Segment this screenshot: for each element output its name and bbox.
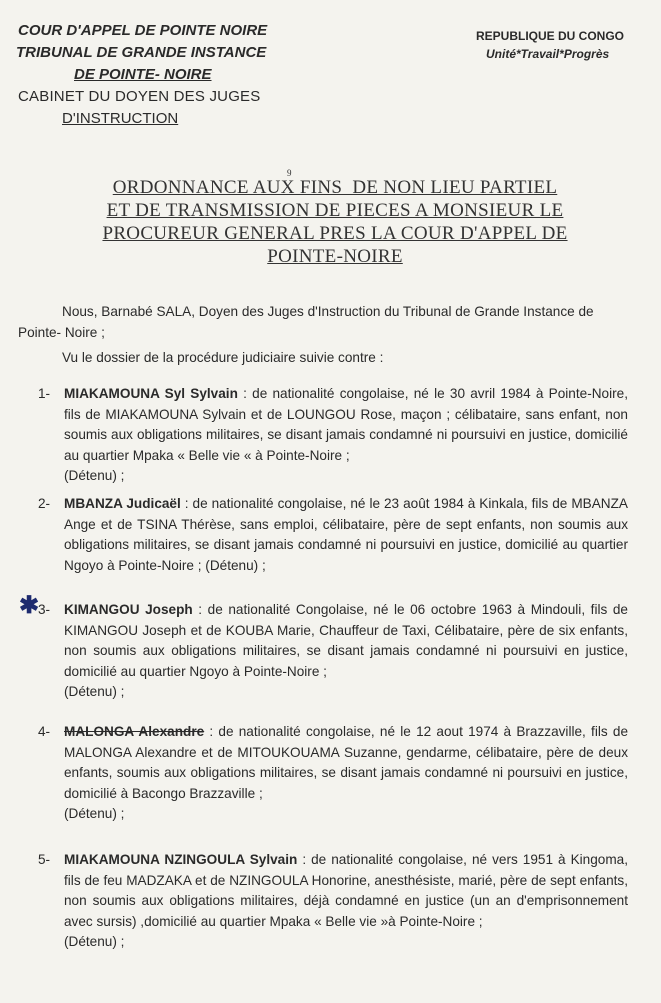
title-mark: 9 (287, 168, 292, 178)
title-line-4: POINTE-NOIRE (267, 246, 403, 267)
accused-details: : de nationalité congolaise, né le 23 août 1984 à Kinkala, fils de MBANZA Ange et de TSINA Thérèse, sans emploi, célibataire, père de sept enfants, non soumis aux obligations militaires, se disant jamais condamné ni poursuivi en justice, domicilié au quartier Ngoyo à Pointe-Noire ; (Détenu) ; (64, 496, 628, 573)
republic-motto: Unité*Travail*Progrès (486, 47, 610, 61)
accused-details: : de nationalité congolaise, né vers 1951 à Kingoma, fils de feu MADZAKA et de NZINGOULA Honorine, anesthésiste, marié, père de sept enfants, non soumis aux obligations militaires, déjà condamné en justice (un an d'emprisonnement avec sursis) ,domicilié au quartier Mpaka « Belle vie »à Pointe-Noire ; (64, 852, 628, 929)
accused-name: MALONGA Alexandre (64, 724, 205, 739)
accused-status: (Détenu) ; (64, 806, 125, 821)
item-number: 2- (38, 496, 51, 511)
title-line-3: PROCUREUR GENERAL PRES LA COUR D'APPEL DE (102, 223, 568, 244)
court-line-1: COUR D'APPEL DE POINTE NOIRE (18, 22, 268, 39)
accused-name: MBANZA Judicaël (64, 496, 181, 511)
accused-item (40, 850, 628, 953)
republic-name: REPUBLIQUE DU CONGO (476, 29, 625, 43)
cabinet-line-2: D'INSTRUCTION (62, 110, 179, 127)
item-number: 3- (38, 602, 51, 617)
accused-item (40, 600, 628, 703)
accused-name: MIAKAMOUNA NZINGOULA Sylvain (64, 852, 298, 867)
item-number: 1- (38, 386, 51, 401)
court-line-3: DE POINTE- NOIRE (74, 66, 212, 83)
accused-name: MIAKAMOUNA Syl Sylvain (64, 386, 238, 401)
accused-name: KIMANGOU Joseph (64, 602, 193, 617)
vu-paragraph (18, 348, 630, 369)
accused-status: (Détenu) ; (64, 468, 125, 483)
item-number: 4- (38, 724, 51, 739)
accused-details: : de nationalité congolaise, né le 12 aout 1974 à Brazzaville, fils de MALONGA Alexandre et de MITOUKOUAMA Suzanne, gendarme, célibataire, père de deux enfants, soumis aux obligations militaires, se disant jamais condamné ni poursuivi en justice, domicilié à Bacongo Brazzaville ; (64, 724, 629, 801)
margin-asterisk-mark: ✱ (19, 592, 40, 619)
accused-status: (Détenu) ; (64, 934, 125, 949)
accused-status: (Détenu) ; (64, 684, 125, 699)
accused-item (40, 384, 628, 487)
court-line-2: TRIBUNAL DE GRANDE INSTANCE (16, 44, 267, 61)
title-line-1: ORDONNANCE AUX FINS DE NON LIEU PARTIEL (112, 177, 558, 198)
republic-header (476, 27, 656, 63)
title-line-2: ET DE TRANSMISSION DE PIECES A MONSIEUR LE (106, 200, 564, 221)
accused-details: : de nationalité Congolaise, né le 06 octobre 1963 à Mindouli, fils de KIMANGOU Joseph et de KOUBA Marie, Chauffeur de Taxi, Célibataire, père de six enfants, non soumis aux obligations militaires, se disant jamais condamné ni poursuivi en justice, domicilié au quartier Ngoyo à Pointe-Noire ; (64, 602, 628, 679)
vu-text: Vu le dossier de la procédure judiciaire suivie contre : (62, 350, 384, 365)
court-header (14, 20, 284, 130)
intro-paragraph (18, 302, 630, 343)
intro-nous: Nous, (62, 304, 98, 319)
judge-role: Doyen des Juges d'Instruction du Tribunal de Grande Instance de Pointe- Noire ; (18, 304, 594, 340)
accused-details: : de nationalité congolaise, né le 30 avril 1984 à Pointe-Noire, fils de MIAKAMOUNA Sylvain et de LOUNGOU Rose, maçon ; célibataire, sans enfant, non soumis aux obligations militaires, se disant jamais condamné ni poursuivi en justice, domicilié au quartier Mpaka « Belle vie « à Pointe-Noire ; (64, 386, 628, 463)
document-title (40, 168, 630, 268)
cabinet-line-1: CABINET DU DOYEN DES JUGES (18, 88, 261, 105)
judge-name: Barnabé SALA, (101, 304, 196, 319)
item-number: 5- (38, 852, 51, 867)
accused-item (40, 494, 628, 576)
accused-item (40, 722, 628, 825)
